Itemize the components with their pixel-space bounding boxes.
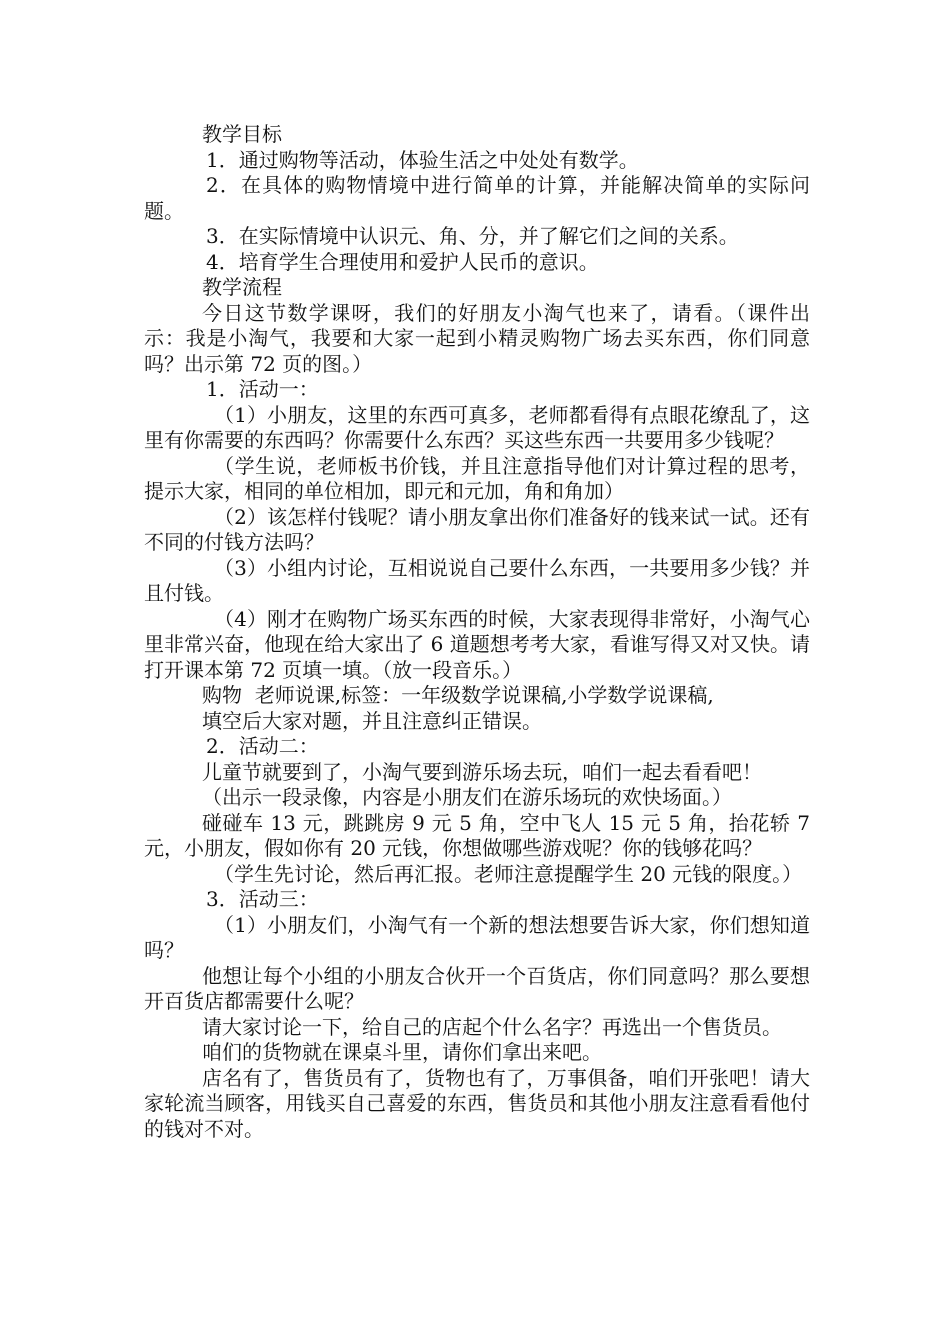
- paragraph: 碰碰车 13 元，跳跳房 9 元 5 角，空中飞人 15 元 5 角，抬花轿 7 元，小朋友，假如你有 20 元钱，你想做哪些游戏呢？你的钱够花吗？: [144, 810, 817, 860]
- paragraph: 今日这节数学课呀，我们的好朋友小淘气也来了，请看。（课件出示：我是小淘气，我要和大家一起到小精灵购物广场去买东西，你们同意吗？出示第 72 页的图。）: [144, 300, 810, 376]
- paragraph: 儿童节就要到了，小淘气要到游乐场去玩，咱们一起去看看吧！: [202, 759, 762, 784]
- paragraph: 咱们的货物就在课桌斗里，请你们拿出来吧。: [202, 1040, 602, 1064]
- paragraph: （1）小朋友，这里的东西可真多，老师都看得有点眼花缭乱了，这里有你需要的东西吗？你需要什么东西？买这些东西一共要用多少钱呢？: [144, 402, 810, 452]
- paragraph: 他想让每个小组的小朋友合伙开一个百货店，你们同意吗？那么要想开百货店都需要什么呢？: [144, 963, 810, 1013]
- paragraph: （4）刚才在购物广场买东西的时候，大家表现得非常好，小淘气心里非常兴奋，他现在给大家出了 6 道题想考考大家，看谁写得又对又快。请打开课本第 72 页填一填。（放一段音乐。）: [144, 606, 810, 682]
- paragraph: （学生先讨论，然后再汇报。老师注意提醒学生 20 元钱的限度。）: [214, 861, 803, 886]
- paragraph: 店名有了，售货员有了，货物也有了，万事俱备，咱们开张吧！请大家轮流当顾客，用钱买自己喜爱的东西，售货员和其他小朋友注意看看他付的钱对不对。: [144, 1065, 810, 1141]
- goal-item: 4．培育学生合理使用和爱护人民币的意识。: [206, 249, 599, 274]
- activity-heading: 1．活动一：: [206, 377, 319, 401]
- paragraph: （2）该怎样付钱呢？请小朋友拿出你们准备好的钱来试一试。还有不同的付钱方法吗？: [144, 504, 810, 554]
- paragraph: （3）小组内讨论，互相说说自己要什么东西，一共要用多少钱？并且付钱。: [144, 555, 810, 605]
- paragraph: （学生说，老师板书价钱，并且注意指导他们对计算过程的思考，提示大家，相同的单位相加，即元和元加，角和角加）: [144, 453, 810, 503]
- paragraph: 购物 老师说课,标签：一年级数学说课稿,小学数学说课稿,: [202, 683, 714, 707]
- heading-teaching-goals: 教学目标: [202, 122, 282, 146]
- heading-teaching-process: 教学流程: [202, 275, 282, 299]
- document-body: [144, 122, 817, 1142]
- activity-heading: 2．活动二：: [206, 734, 319, 758]
- paragraph: 请大家讨论一下，给自己的店起个什么名字？再选出一个售货员。: [202, 1014, 782, 1039]
- goal-item: 3．在实际情境中认识元、角、分，并了解它们之间的关系。: [206, 224, 739, 248]
- paragraph: 填空后大家对题，并且注意纠正错误。: [202, 708, 542, 733]
- paragraph: （出示一段录像，内容是小朋友们在游乐场玩的欢快场面。）: [202, 785, 732, 809]
- paragraph: （1）小朋友们，小淘气有一个新的想法想要告诉大家，你们想知道吗？: [144, 912, 810, 962]
- goal-item: 1．通过购物等活动，体验生活之中处处有数学。: [206, 147, 639, 172]
- activity-heading: 3．活动三：: [206, 887, 319, 911]
- goal-item: 2．在具体的购物情境中进行简单的计算，并能解决简单的实际问题。: [144, 173, 810, 223]
